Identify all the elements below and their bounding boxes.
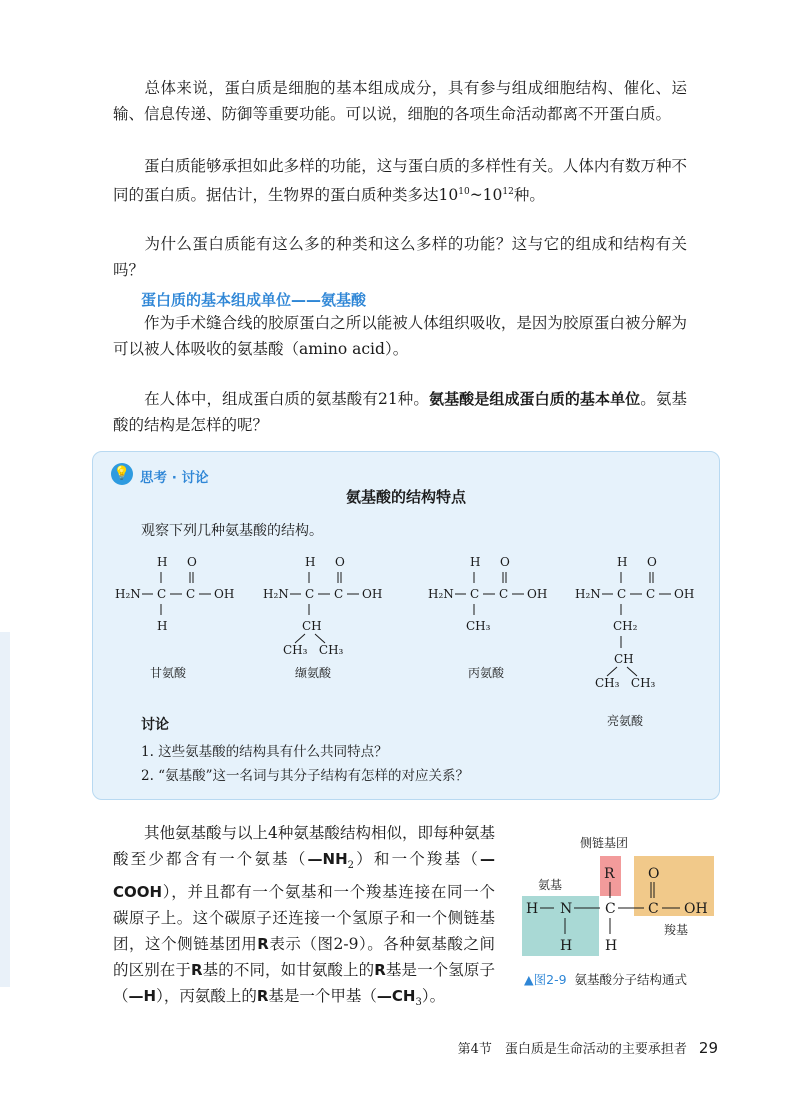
atom-h-c: H xyxy=(605,938,618,954)
atom-oh: OH xyxy=(684,901,708,917)
atom-o-top: O xyxy=(335,555,345,569)
atom-h-top: H xyxy=(470,555,481,569)
paragraph-6: 其他氨基酸与以上4种氨基酸结构相似，即每种氨基酸至少都含有一个氨基$(—NH_2)$和一个羧基（—COOH），并且都有一个氨基和一个羧基连接在同一个碳原子上。这个碳原子还连接一个氢原子和一个侧链基团，这个侧链基团用R表示（图2-9）。各种氨基酸之间的区别在于R基的不同，如甘氨酸上的R基是一个氢原子（—H），丙氨酸上的R基是一个甲基$(—CH_3)$。 xyxy=(113,824,495,1009)
side-chain-2: CH₃ CH₃ xyxy=(283,643,344,657)
atom-c: C xyxy=(617,587,627,601)
atom-oh: OH xyxy=(362,587,383,601)
atom-c2: C xyxy=(499,587,509,601)
side-chain-1: H xyxy=(157,619,168,633)
figure-caption: ▲图2-9 氨基酸分子结构通式 xyxy=(524,972,687,987)
side-chain-1: CH₃ xyxy=(466,619,491,633)
footer-section: 第4节 蛋白质是生命活动的主要承担者 xyxy=(457,1042,687,1057)
discussion-title: 讨论 xyxy=(141,717,169,733)
section-heading: 蛋白质的基本组成单位——氨基酸 xyxy=(141,291,367,309)
box-label: 思考 · 讨论 xyxy=(140,470,209,486)
atom-amine: H₂N xyxy=(575,587,601,601)
molecule-name-valine: 缬氨酸 xyxy=(295,666,332,680)
side-chain-label: 侧链基团 xyxy=(580,836,629,850)
atom-o-top: O xyxy=(647,555,657,569)
carboxyl-label: 羧基 xyxy=(664,923,689,937)
atom-o-top: O xyxy=(187,555,197,569)
side-chain-3: CH₃ CH₃ xyxy=(595,676,656,690)
atom-amine: H₂N xyxy=(428,587,454,601)
atom-h-n: H xyxy=(560,938,573,954)
atom-oh: OH xyxy=(674,587,695,601)
side-chain-2: CH xyxy=(614,652,634,666)
atom-c-carboxyl: C xyxy=(648,901,659,917)
box-title: 氨基酸的结构特点 xyxy=(345,488,466,506)
paragraph-1: 总体来说，蛋白质是细胞的基本组成成分，具有参与组成细胞结构、催化、运输、信息传递、防御等重要功能。可以说，细胞的各项生命活动都离不开蛋白质。 xyxy=(113,79,687,123)
atom-oh: OH xyxy=(527,587,548,601)
molecule-alanine xyxy=(428,552,558,642)
atom-h-top: H xyxy=(305,555,316,569)
atom-c: C xyxy=(157,587,167,601)
molecule-name-glycine: 甘氨酸 xyxy=(150,666,187,680)
paragraph-5: 在人体中，组成蛋白质的氨基酸有21种。氨基酸是组成蛋白质的基本单位。氨基酸的结构是怎样的呢？ xyxy=(113,390,687,434)
atom-h-top: H xyxy=(617,555,628,569)
atom-amine: H₂N xyxy=(115,587,141,601)
atom-h-top: H xyxy=(157,555,168,569)
discussion-box xyxy=(92,451,720,800)
paragraph-2: 蛋白质能够承担如此多样的功能，这与蛋白质的多样性有关。人体内有数万种不同的蛋白质。据估计，生物界的蛋白质种类多达$10^{10}\sim 10^{12}$种。 xyxy=(113,157,687,205)
molecule-name-leucine: 亮氨酸 xyxy=(607,714,644,728)
molecule-name-alanine: 丙氨酸 xyxy=(468,666,505,680)
paragraph-3: 为什么蛋白质能有这么多的种类和这么多样的功能？这与它的组成和结构有关吗？ xyxy=(113,235,687,279)
paragraph-4: 作为手术缝合线的胶原蛋白之所以能被人体组织吸收，是因为胶原蛋白被分解为可以被人体吸收的氨基酸（amino acid）。 xyxy=(113,314,687,358)
side-chain-1: CH xyxy=(302,619,322,633)
atom-n: N xyxy=(560,901,573,917)
molecule-valine xyxy=(263,552,393,662)
amino-label: 氨基 xyxy=(538,878,563,892)
page-number: 29 xyxy=(698,1039,718,1057)
margin-strip xyxy=(0,632,10,987)
side-chain-1: CH₂ xyxy=(613,619,638,633)
molecule-glycine xyxy=(115,552,245,642)
atom-c: C xyxy=(470,587,480,601)
atom-o: O xyxy=(648,866,660,882)
atom-c-alpha: C xyxy=(605,901,616,917)
atom-r: R xyxy=(604,866,615,882)
atom-c2: C xyxy=(334,587,344,601)
atom-amine: H₂N xyxy=(263,587,289,601)
atom-o-top: O xyxy=(500,555,510,569)
question-2: 2. “氨基酸”这一名词与其分子结构有怎样的对应关系？ xyxy=(141,768,469,784)
atom-c2: C xyxy=(186,587,196,601)
atom-c: C xyxy=(305,587,315,601)
box-intro: 观察下列几种氨基酸的结构。 xyxy=(141,523,323,539)
lightbulb-icon: 💡 xyxy=(111,463,133,485)
atom-c2: C xyxy=(646,587,656,601)
molecule-leucine xyxy=(575,552,705,702)
question-1: 1. 这些氨基酸的结构具有什么共同特点？ xyxy=(141,744,388,760)
atom-oh: OH xyxy=(214,587,235,601)
page-footer xyxy=(458,1038,718,1057)
atom-h-left: H xyxy=(526,901,539,917)
